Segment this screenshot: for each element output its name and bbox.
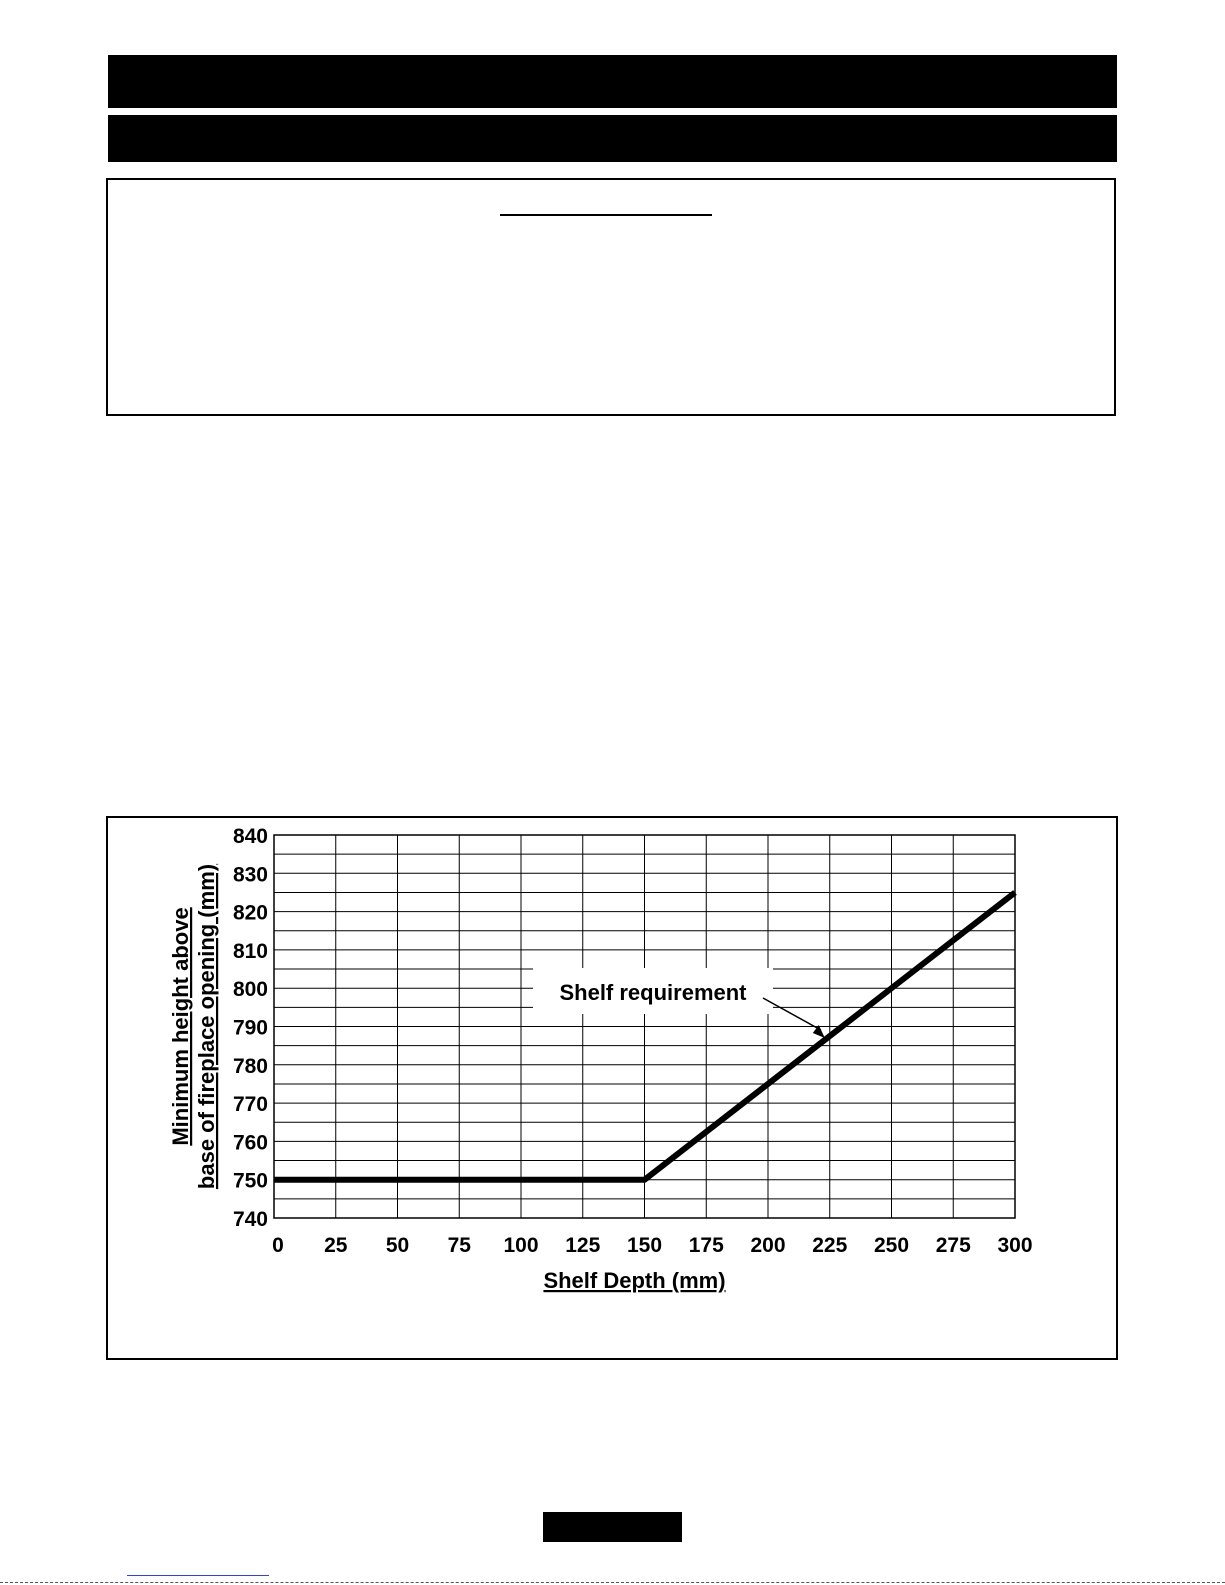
chart-annotations (533, 968, 825, 1038)
y-tick-labels (233, 825, 268, 1231)
chart-grid (274, 835, 1015, 1218)
x-tick-labels (272, 1234, 1032, 1257)
y-axis-title-line2: base of fireplace opening (mm) (194, 863, 219, 1190)
x-tick-label: 225 (812, 1234, 848, 1257)
x-tick-label: 275 (935, 1234, 971, 1257)
x-tick-label: 250 (873, 1234, 910, 1257)
footer-dotted-rule (0, 1582, 1225, 1583)
y-tick-label: 790 (232, 1016, 268, 1040)
notice-heading-underline (500, 214, 712, 216)
header-bar (108, 55, 1117, 108)
y-tick-label: 840 (232, 825, 268, 848)
chart-panel (106, 816, 1118, 1360)
page-number-block (543, 1512, 682, 1542)
x-tick-label: 200 (750, 1234, 786, 1257)
x-tick-label: 175 (688, 1234, 724, 1257)
notice-box (106, 178, 1116, 416)
subheader-bar (108, 115, 1117, 162)
x-axis-title: Shelf Depth (mm) (543, 1268, 726, 1293)
y-axis-title-line1: Minimum height above (168, 907, 193, 1146)
y-tick-label: 780 (232, 1054, 268, 1078)
y-tick-label: 820 (232, 901, 268, 925)
x-tick-label: 50 (385, 1234, 410, 1257)
y-tick-label: 810 (232, 939, 268, 963)
y-tick-label: 740 (232, 1208, 268, 1231)
y-tick-label: 760 (232, 1131, 268, 1155)
y-tick-label: 750 (232, 1169, 268, 1193)
x-tick-label: 75 (447, 1234, 471, 1257)
x-tick-label: 100 (503, 1234, 539, 1257)
y-tick-label: 800 (232, 978, 268, 1002)
x-tick-label: 25 (324, 1234, 348, 1257)
annotation-label: Shelf requirement (559, 980, 747, 1005)
footer-link-underline (127, 1575, 269, 1576)
x-tick-label: 125 (565, 1234, 601, 1257)
x-tick-label: 300 (997, 1234, 1033, 1257)
y-tick-label: 830 (232, 863, 268, 887)
x-tick-label: 150 (626, 1234, 663, 1257)
x-tick-label: 0 (272, 1234, 284, 1257)
y-tick-label: 770 (232, 1093, 268, 1117)
shelf-requirement-chart (108, 818, 1116, 1358)
